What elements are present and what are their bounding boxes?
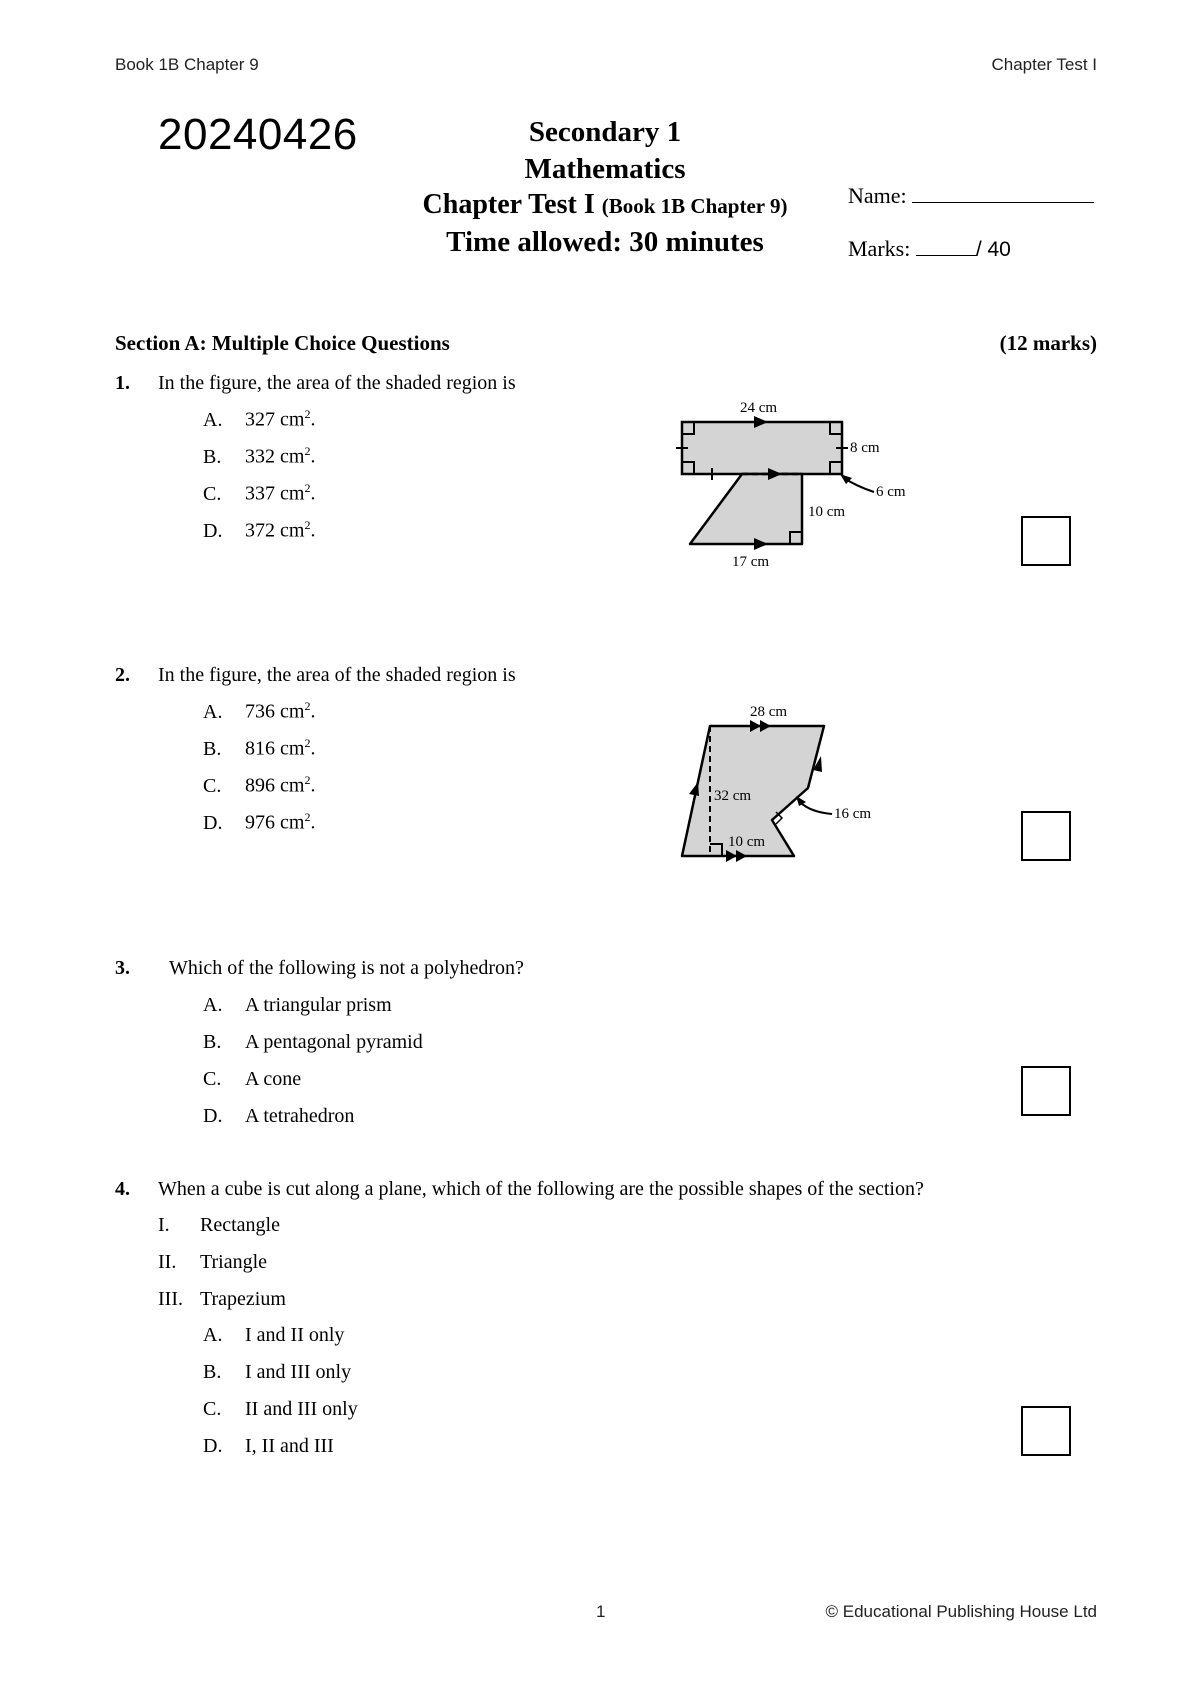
q1-option-a[interactable]: A. 327 $cm^2$. — [203, 407, 316, 431]
q1-option-d[interactable]: D. 372 $cm^2$. — [203, 518, 316, 542]
q1-label-top: 24 cm — [740, 400, 778, 416]
q1-options — [203, 407, 315, 555]
q2-label-notch: 16 cm — [834, 806, 872, 822]
question-text: In the figure, the area of the shaded region is — [158, 664, 516, 686]
q2-option-c[interactable]: C. 896 $cm^2$. — [203, 773, 316, 797]
question-4 — [115, 1178, 924, 1201]
q1-label-gap: 6 cm — [876, 484, 906, 500]
header-left: Book 1B Chapter 9 — [115, 55, 259, 74]
question-text: In the figure, the area of the shaded region is — [158, 372, 516, 394]
q4-answer-box[interactable] — [1021, 1406, 1071, 1456]
title-level: Secondary 1 — [528, 116, 682, 148]
q1-option-b[interactable]: B. 332 $cm^2$. — [203, 444, 316, 468]
marks-label: Marks: — [848, 236, 911, 261]
q2-figure — [660, 690, 920, 870]
q2-option-d[interactable]: D. 976 $cm^2$. — [203, 810, 316, 834]
q1-label-bottom: 17 cm — [732, 554, 770, 570]
q3-option-d[interactable]: D. A tetrahedron — [203, 1105, 355, 1127]
section-a-title: Section A: Multiple Choice Questions — [115, 331, 450, 355]
question-number: 4. — [115, 1178, 130, 1200]
q2-options — [203, 699, 315, 847]
q1-answer-box[interactable] — [1021, 516, 1071, 566]
q1-option-c[interactable]: C. 337 $cm^2$. — [203, 481, 316, 505]
section-a-marks: (12 marks) — [999, 331, 1097, 355]
name-field — [848, 183, 1094, 209]
q3-option-c[interactable]: C. A cone — [203, 1068, 302, 1090]
name-label: Name: — [848, 183, 907, 208]
q3-options — [203, 994, 423, 1142]
question-2 — [115, 664, 516, 687]
marks-blank[interactable] — [916, 237, 976, 256]
q4-option-a[interactable]: A. I and II only — [203, 1324, 345, 1346]
q4-option-c[interactable]: C. II and III only — [203, 1398, 358, 1420]
header-right: Chapter Test I — [991, 55, 1097, 74]
q4-statement: II. Triangle — [158, 1251, 268, 1273]
question-3 — [115, 957, 524, 980]
q2-option-a[interactable]: A. 736 $cm^2$. — [203, 699, 316, 723]
question-number: 3. — [115, 957, 130, 979]
q2-answer-box[interactable] — [1021, 811, 1071, 861]
q1-label-right: 8 cm — [850, 440, 880, 456]
question-text: Which of the following is not a polyhedron? — [169, 957, 524, 979]
q2-label-base: 10 cm — [728, 834, 766, 850]
q4-option-b[interactable]: B. I and III only — [203, 1361, 352, 1383]
page-number: 1 — [596, 1602, 606, 1621]
title-time: Time allowed: 30 minutes — [446, 226, 764, 258]
title-test-main: Chapter Test I — [422, 189, 595, 220]
marks-field — [848, 236, 1011, 262]
q2-option-b[interactable]: B. 816 $cm^2$. — [203, 736, 316, 760]
question-number: 2. — [115, 664, 130, 686]
q2-label-top: 28 cm — [750, 704, 788, 720]
copyright: © Educational Publishing House Ltd — [825, 1602, 1097, 1621]
name-blank[interactable] — [912, 184, 1094, 203]
q4-options — [203, 1324, 358, 1472]
title-test — [395, 189, 815, 221]
q2-label-height: 32 cm — [714, 788, 752, 804]
title-subject: Mathematics — [524, 153, 686, 185]
title-test-sub: (Book 1B Chapter 9) — [601, 194, 788, 218]
question-text: When a cube is cut along a plane, which of the following are the possible shapes of the section? — [158, 1178, 924, 1200]
q3-option-a[interactable]: A. A triangular prism — [203, 994, 392, 1016]
q3-answer-box[interactable] — [1021, 1066, 1071, 1116]
marks-total: / 40 — [975, 238, 1011, 261]
q1-figure — [660, 390, 920, 580]
q4-option-d[interactable]: D. I, II and III — [203, 1435, 334, 1457]
q4-statements — [158, 1214, 286, 1325]
date-stamp: 20240426 — [158, 110, 358, 159]
question-number: 1. — [115, 372, 130, 394]
q4-statement: I. Rectangle — [158, 1214, 280, 1236]
q1-label-height: 10 cm — [808, 504, 846, 520]
q4-statement: III. Trapezium — [158, 1288, 286, 1310]
question-1 — [115, 372, 516, 395]
q3-option-b[interactable]: B. A pentagonal pyramid — [203, 1031, 423, 1053]
